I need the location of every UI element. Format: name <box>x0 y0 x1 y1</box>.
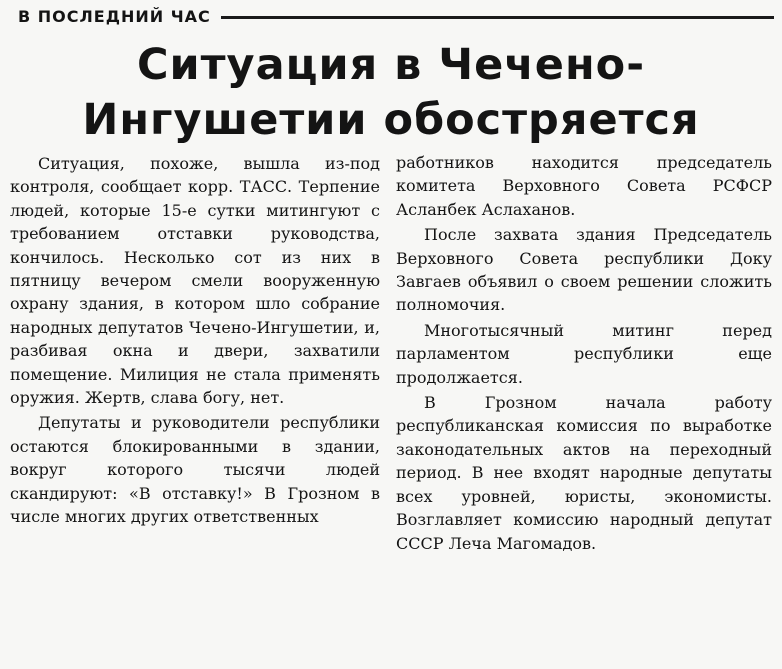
rubric-rule <box>221 16 774 19</box>
paragraph: После захвата здания Председатель Верховного Совета республики Доку Завгаев объявил о своем решении сложить полномочия. <box>396 225 772 315</box>
paragraph: В Грозном начала работу республиканская комиссия по выработке законодательных актов на переходный период. В нее входят народные депутаты всех уровней, юристы, экономисты. Возглавляет комиссию народный депутат СССР Леча Магомадов. <box>396 393 772 553</box>
article-column-left <box>10 152 380 531</box>
paragraph: Ситуация, похоже, вышла из-под контроля, сообщает корр. ТАСС. Терпение людей, которые 15-е сутки митингуют с требованием отставки руководства, кончилось. Несколько сот из них в пятницу вечером смели вооруженную охрану здания, в котором шло собрание народных депутатов Чечено-Ингушетии, и, разбивая окна и двери, захватили помещение. Милиция не стала применять оружия. Жертв, слава богу, нет. <box>10 154 380 408</box>
rubric-label: В ПОСЛЕДНИЙ ЧАС <box>18 6 211 26</box>
paragraph-continued: работников находится председатель комитета Верховного Совета РСФСР Асланбек Аслаханов. <box>396 153 772 219</box>
headline-line-2: Ингушетии обостряется <box>82 95 700 145</box>
paragraph: Многотысячный митинг перед парламентом республики еще продолжается. <box>396 320 772 387</box>
headline <box>0 38 782 148</box>
article-column-right <box>396 151 772 557</box>
rubric-header <box>18 2 774 30</box>
headline-line-1: Ситуация в Чечено- <box>136 40 646 90</box>
paragraph: Депутаты и руководители республики остаются блокированными в здании, вокруг которого тысячи людей скандируют: «В отставку!» В Грозном в числе многих других ответственных <box>10 413 380 527</box>
